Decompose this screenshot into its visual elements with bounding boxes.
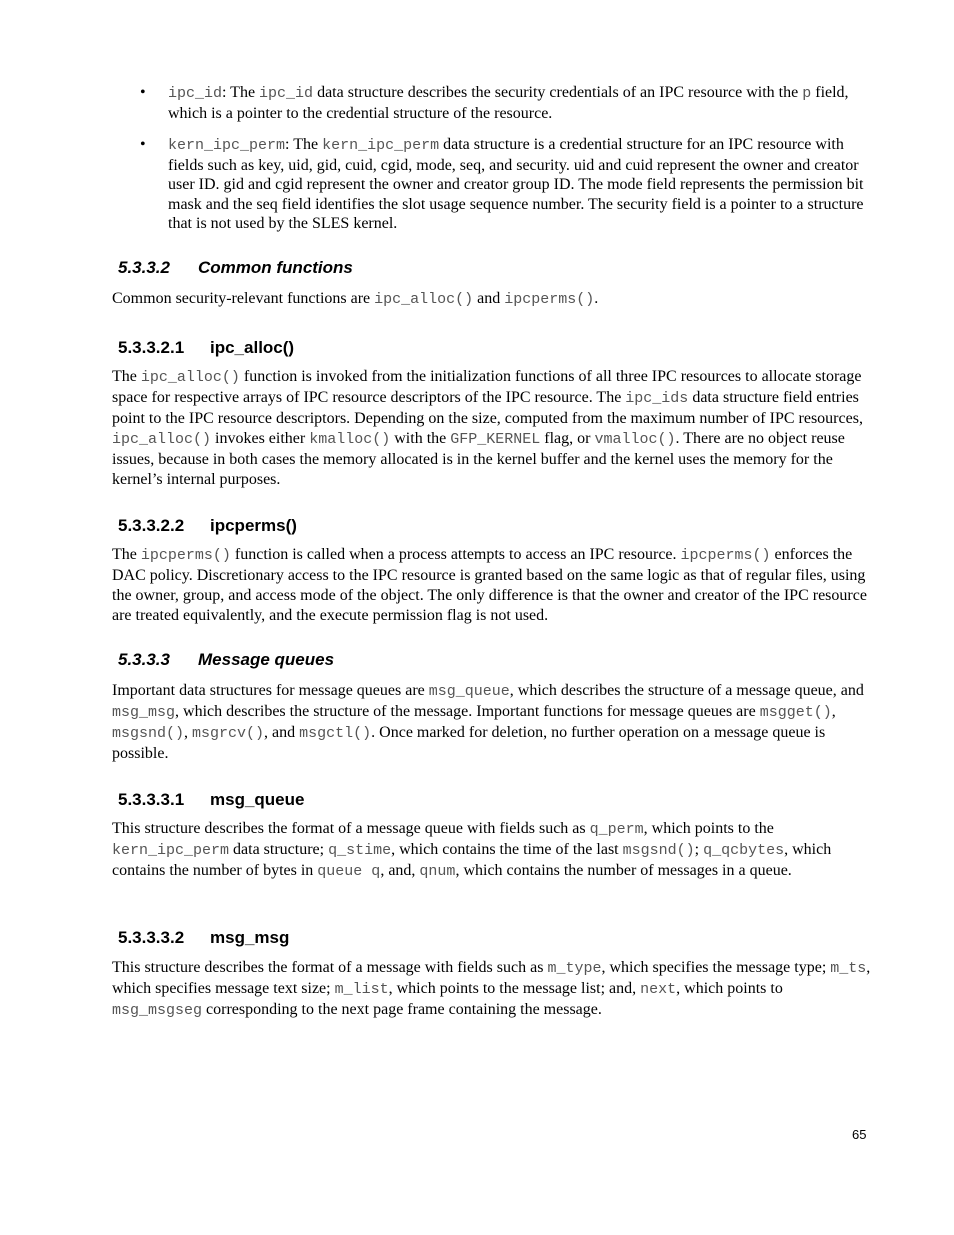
section-heading-5333 <box>118 650 334 670</box>
text-run: : The <box>222 84 260 101</box>
text-run: field, which is a pointer to the credential structure of the resource. <box>168 84 849 122</box>
section-number: 5.3.3.3.2 <box>118 928 185 947</box>
paragraph-ipc-alloc: The ipc_alloc() function is invoked from the initialization functions of all three IPC resources to allocate storage space for respective arrays of IPC resource descriptors of the IPC resource. The ipc_ids data structure field entries point to the IPC resource descriptors. Depending on the size, computed from the maximum number of IPC resources, ipc_alloc() invokes either kmalloc() with the GFP_KERNEL flag, or vmalloc(). There are no object reuse issues, because in both cases the memory allocated is in the kernel buffer and the kernel uses the memory for the kernel’s internal purposes. <box>112 368 863 488</box>
text-run: : The <box>285 136 323 153</box>
bullet-icon: • <box>140 84 146 101</box>
paragraph-msg-msg: This structure describes the format of a message with fields such as m_type, which specifies the message type; m_ts, which specifies message text size; m_list, which points to the message list; and, next, which points to msg_msgseg corresponding to the next page frame containing the message. <box>112 959 871 1019</box>
section-number: 5.3.3.3 <box>118 650 170 669</box>
code-run: ipc_id <box>259 85 314 102</box>
text-run: data structure is a credential structure for an IPC resource with fields such as key, uid, gid, cuid, cgid, mode, seq, and security. uid and cuid represent the owner and creator user ID. gid and cgid represent the owner and creator group ID. The mode field represents the permission bit mask and the seq field identifies the slot usage sequence number. The security field is a pointer to a structure that is not used by the SLES kernel. <box>168 136 864 232</box>
list-item-ipc-id <box>140 83 875 123</box>
section-title: msg_queue <box>210 790 305 809</box>
bullet-icon: • <box>140 136 146 153</box>
section-number: 5.3.3.2.2 <box>118 516 185 535</box>
code-run: kern_ipc_perm <box>322 137 440 154</box>
section-title: ipc_alloc() <box>210 338 295 357</box>
section-heading-53321 <box>118 338 294 358</box>
paragraph-common-functions: Common security-relevant functions are ipc_alloc() and ipcperms(). <box>112 290 599 308</box>
code-term: kern_ipc_perm <box>168 137 286 154</box>
page-number: 65 <box>852 1127 867 1142</box>
paragraph-message-queues: Important data structures for message queues are msg_queue, which describes the structure of a message queue, and msg_msg, which describes the structure of the message. Important functions for message queues are msgget(), msgsnd(), msgrcv(), and msgctl(). Once marked for deletion, no further operation on a message queue is possible. <box>112 682 864 762</box>
text-run: data structure describes the security credentials of an IPC resource with the <box>313 84 803 101</box>
section-heading-53322 <box>118 516 297 536</box>
definition-list <box>140 83 875 246</box>
section-heading-5332 <box>118 258 353 278</box>
section-title: Message queues <box>198 650 335 669</box>
section-number: 5.3.3.2 <box>118 258 170 277</box>
section-title: msg_msg <box>210 928 290 947</box>
section-number: 5.3.3.2.1 <box>118 338 185 357</box>
paragraph-ipcperms: The ipcperms() function is called when a process attempts to access an IPC resource. ipcperms() enforces the DAC policy. Discretionary access to the IPC resource is granted based on the same logic as that of regular files, using the owner, group, and access mode of the object. The only difference is that the owner and creator of the IPC resource are treated equivalently, and the execute permission flag is not used. <box>112 546 867 624</box>
code-run: p <box>802 85 812 102</box>
section-number: 5.3.3.3.1 <box>118 790 185 809</box>
code-term: ipc_id <box>168 85 223 102</box>
list-item-kern-ipc-perm <box>140 135 875 234</box>
section-heading-53332 <box>118 928 289 948</box>
section-heading-53331 <box>118 790 304 810</box>
paragraph-msg-queue: This structure describes the format of a message queue with fields such as q_perm, which points to the kern_ipc_perm data structure; q_stime, which contains the time of the last msgsnd(); q_qcbytes, which contains the number of bytes in queue q, and, qnum, which contains the number of messages in a queue. <box>112 820 832 880</box>
section-title: ipcperms() <box>210 516 297 535</box>
section-title: Common functions <box>198 258 353 277</box>
